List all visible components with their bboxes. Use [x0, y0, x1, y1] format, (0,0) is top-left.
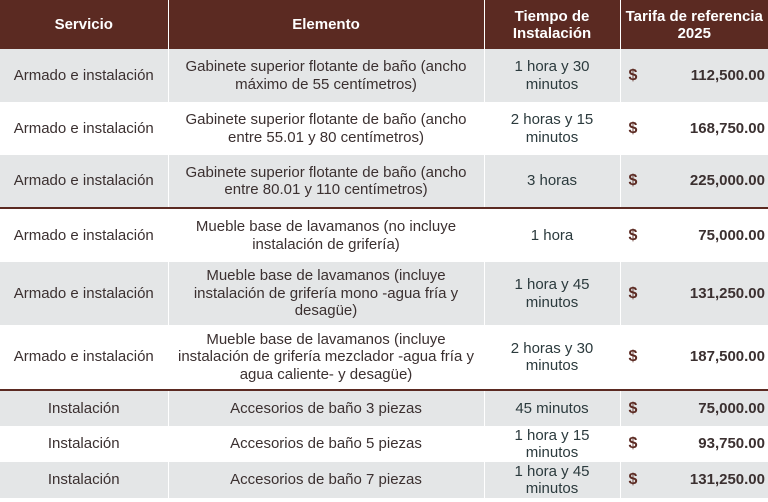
cell-servicio: Instalación [0, 390, 168, 426]
cell-tiempo: 1 hora y 15 minutos [484, 426, 620, 462]
cell-elemento: Mueble base de lavamanos (incluye instalación de grifería mono -agua fría y desagüe) [168, 262, 484, 325]
currency-symbol: $ [628, 172, 638, 190]
cell-tiempo: 1 hora y 45 minutos [484, 262, 620, 325]
cell-elemento: Mueble base de lavamanos (incluye instalación de grifería mezclador -agua fría y agua caliente- y desagüe) [168, 325, 484, 390]
currency-symbol: $ [628, 119, 638, 137]
cell-tiempo: 45 minutos [484, 390, 620, 426]
currency-symbol: $ [628, 66, 638, 84]
currency-symbol: $ [628, 399, 638, 417]
table-row [0, 262, 768, 325]
cell-servicio: Armado e instalación [0, 102, 168, 155]
table-body [0, 49, 768, 498]
table-row [0, 462, 768, 498]
cell-tarifa [620, 208, 768, 262]
cell-tarifa [620, 390, 768, 426]
price-amount: 225,000.00 [689, 172, 765, 190]
cell-elemento: Accesorios de baño 7 piezas [168, 462, 484, 498]
price-amount: 168,750.00 [689, 119, 765, 137]
currency-symbol: $ [628, 226, 638, 244]
cell-elemento: Gabinete superior flotante de baño (ancho entre 55.01 y 80 centímetros) [168, 102, 484, 155]
cell-elemento: Accesorios de baño 5 piezas [168, 426, 484, 462]
table-row [0, 208, 768, 262]
table-row [0, 390, 768, 426]
price-amount: 75,000.00 [698, 399, 765, 417]
currency-symbol: $ [628, 435, 638, 453]
cell-tiempo: 2 horas y 15 minutos [484, 102, 620, 155]
currency-symbol: $ [628, 284, 638, 302]
cell-servicio: Instalación [0, 426, 168, 462]
table-row [0, 102, 768, 155]
cell-tiempo: 3 horas [484, 155, 620, 208]
cell-servicio: Armado e instalación [0, 208, 168, 262]
cell-tarifa [620, 102, 768, 155]
cell-elemento: Mueble base de lavamanos (no incluye instalación de grifería) [168, 208, 484, 262]
cell-tarifa [620, 325, 768, 390]
table-row [0, 426, 768, 462]
currency-symbol: $ [628, 471, 638, 489]
table-row [0, 49, 768, 102]
cell-tarifa [620, 262, 768, 325]
table-row [0, 155, 768, 208]
cell-servicio: Armado e instalación [0, 49, 168, 102]
table-row [0, 325, 768, 390]
cell-tarifa [620, 462, 768, 498]
cell-servicio: Armado e instalación [0, 262, 168, 325]
cell-servicio: Armado e instalación [0, 325, 168, 390]
price-amount: 75,000.00 [698, 226, 765, 244]
currency-symbol: $ [628, 348, 638, 366]
cell-tiempo: 1 hora y 45 minutos [484, 462, 620, 498]
cell-elemento: Gabinete superior flotante de baño (ancho entre 80.01 y 110 centímetros) [168, 155, 484, 208]
price-amount: 112,500.00 [690, 66, 765, 84]
price-amount: 131,250.00 [689, 284, 765, 302]
header-tarifa: Tarifa de referencia 2025 [620, 0, 768, 49]
cell-servicio: Armado e instalación [0, 155, 168, 208]
price-amount: 187,500.00 [689, 348, 765, 366]
price-amount: 131,250.00 [689, 471, 765, 489]
header-servicio: Servicio [0, 0, 168, 49]
cell-elemento: Accesorios de baño 3 piezas [168, 390, 484, 426]
header-tiempo: Tiempo de Instalación [484, 0, 620, 49]
table-header [0, 0, 768, 49]
cell-tiempo: 1 hora [484, 208, 620, 262]
cell-tiempo: 1 hora y 30 minutos [484, 49, 620, 102]
cell-tiempo: 2 horas y 30 minutos [484, 325, 620, 390]
price-amount: 93,750.00 [698, 435, 765, 453]
header-row [0, 0, 768, 49]
cell-elemento: Gabinete superior flotante de baño (ancho máximo de 55 centímetros) [168, 49, 484, 102]
cell-tarifa [620, 49, 768, 102]
cell-tarifa [620, 155, 768, 208]
cell-tarifa [620, 426, 768, 462]
cell-servicio: Instalación [0, 462, 168, 498]
header-elemento: Elemento [168, 0, 484, 49]
